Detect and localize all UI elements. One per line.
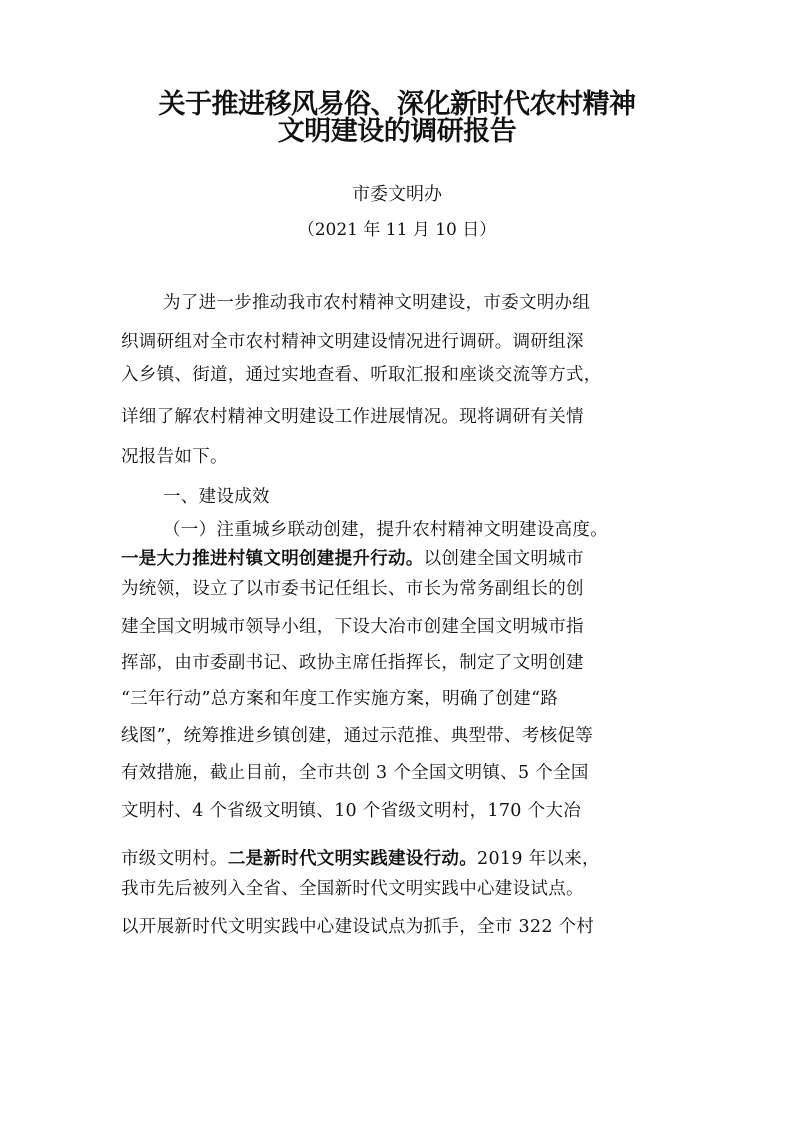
paragraph-line [121,848,600,870]
paragraph-line: 织调研组对全市农村精神文明建设情况进行调研。调研组深 [121,332,584,352]
document-date: （2021 年 11 月 10 日） [297,220,497,240]
document-title-line-1: 关于推进移风易俗、深化新时代农村精神 [158,89,636,120]
paragraph-line: 况报告如下。 [121,447,228,467]
document-author: 市委文明办 [352,184,442,205]
bold-phrase: 一是大力推进村镇文明创建提升行动。 [121,549,424,569]
paragraph-line: 线图”，统筹推进乡镇创建，通过示范推、典型带、考核促等 [121,726,594,746]
section-heading: 一、建设成效 [163,487,270,507]
paragraph-line: 有效措施，截止目前，全市共创 3 个全国文明镇、5 个全国 [121,763,589,783]
document-title-line-2: 文明建设的调研报告 [277,116,517,147]
paragraph-line: 我市先后被列入全省、全国新时代文明实践中心建设试点。 [121,879,584,899]
paragraph-line: 为了进一步推动我市农村精神文明建设，市委文明办组 [163,293,591,313]
paragraph-line: 建全国文明城市领导小组，下设大冶市创建全国文明城市指 [121,617,584,637]
paragraph-line: 挥部，由市委副书记、政协主席任指挥长，制定了文明创建 [121,653,584,673]
paragraph-line [121,548,584,570]
text-span: 2019 年以来， [477,849,600,869]
subsection-heading: （一）注重城乡联动创建，提升农村精神文明建设高度。 [163,520,608,540]
text-span: 市级文明村。 [121,849,228,869]
paragraph-line: 文明村、4 个省级文明镇、10 个省级文明村，170 个大冶 [121,801,581,821]
text-span: 以创建全国文明城市 [423,549,584,569]
paragraph-line: “三年行动”总方案和年度工作实施方案，明确了创建“路 [121,689,559,709]
bold-phrase: 二是新时代文明实践建设行动。 [227,849,478,869]
paragraph-line: 为统领，设立了以市委书记任组长、市长为常务副组长的创 [121,579,584,599]
paragraph-line: 详细了解农村精神文明建设工作进展情况。现将调研有关情 [121,407,584,427]
paragraph-line: 以开展新时代文明实践中心建设试点为抓手，全市 322 个村 [121,917,595,937]
paragraph-line: 入乡镇、街道，通过实地查看、听取汇报和座谈交流等方式， [121,365,602,385]
